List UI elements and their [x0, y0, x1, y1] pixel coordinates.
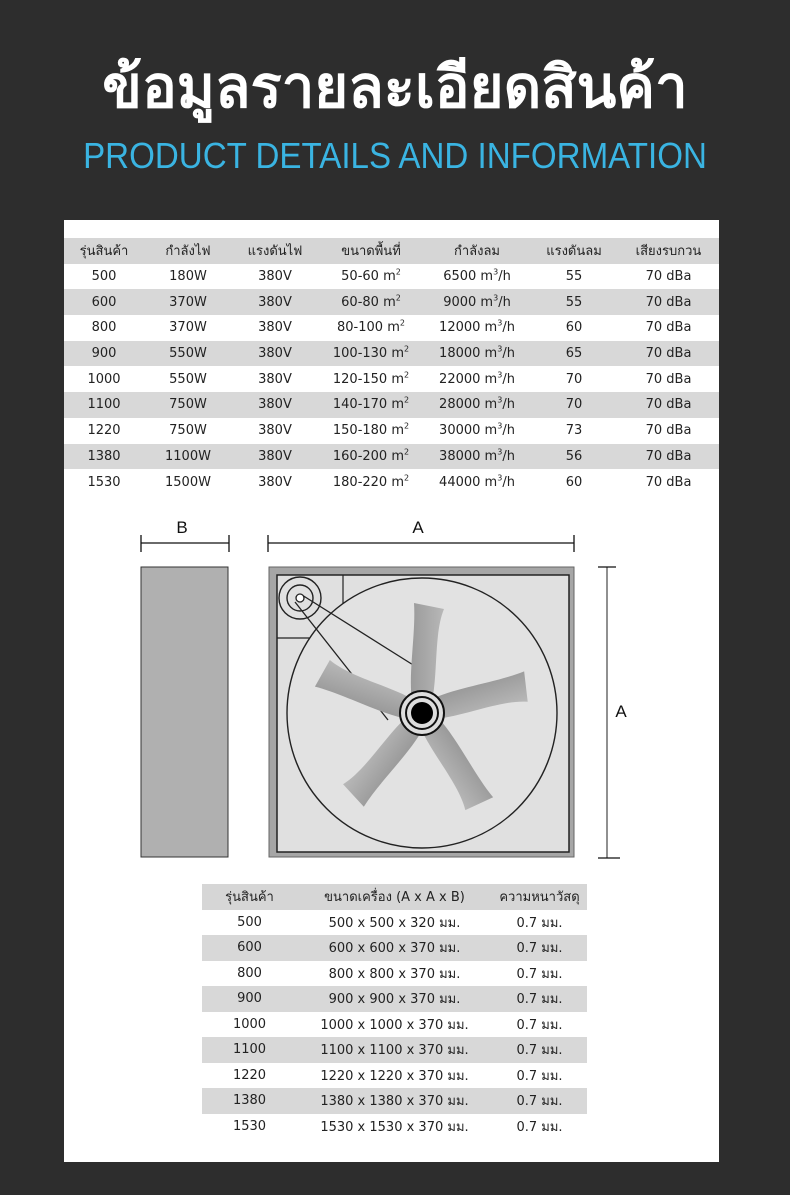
cell-power: 370W: [169, 320, 207, 336]
header-model: รุ่นสินค้า: [79, 244, 129, 260]
label-a-width: A: [412, 518, 424, 537]
cell-noise: 70 dBa: [645, 397, 692, 413]
airflow-value: 18000: [439, 346, 481, 362]
area-exponent: 2: [404, 370, 410, 380]
header-model: รุ่นสินค้า: [225, 890, 274, 906]
cell-air-pressure: 55: [565, 294, 583, 310]
airflow-exponent: 3: [497, 447, 503, 457]
cell-power: 550W: [169, 346, 207, 362]
airflow-unit: m: [480, 269, 494, 285]
dimension-b: [141, 518, 229, 552]
cell-area: [318, 341, 424, 367]
cell-noise: 70 dBa: [645, 320, 692, 336]
dimension-table-row: [202, 1012, 587, 1038]
cell-power: 1100W: [165, 448, 211, 464]
dimension-table-row: [202, 1037, 587, 1063]
airflow-unit: m: [484, 448, 498, 464]
header-voltage: แรงดันไฟ: [247, 244, 303, 260]
airflow-exponent: 3: [497, 473, 503, 483]
cell-airflow: [424, 341, 530, 367]
cell-air-pressure: 56: [565, 448, 583, 464]
dimension-table-row: [202, 935, 587, 961]
cell-model: 1380: [87, 448, 121, 464]
area-value: 180-220: [332, 474, 388, 490]
cell-noise: 70 dBa: [645, 371, 692, 387]
cell-power: 1500W: [165, 474, 211, 490]
cell-material-thickness: 0.7 มม.: [516, 941, 563, 957]
cell-noise: 70 dBa: [645, 474, 692, 490]
cell-model: 1530: [87, 474, 121, 490]
dimension-table-row: [202, 1063, 587, 1089]
cell-model: 900: [237, 991, 262, 1007]
cell-area: [318, 315, 424, 341]
cell-machine-size: 1530 x 1530 x 370 มม.: [320, 1119, 469, 1135]
area-value: 100-130: [332, 346, 388, 362]
area-value: 150-180: [332, 423, 388, 439]
spec-table-row: [64, 341, 719, 367]
cell-model: 800: [237, 965, 262, 981]
airflow-value: 12000: [439, 320, 481, 336]
cell-material-thickness: 0.7 มม.: [516, 1119, 563, 1135]
area-exponent: 2: [404, 421, 410, 431]
cell-area: [318, 469, 424, 495]
cell-airflow: [424, 315, 530, 341]
cell-airflow: [424, 392, 530, 418]
cell-material-thickness: 0.7 มม.: [516, 1068, 563, 1084]
airflow-exponent: 3: [497, 344, 503, 354]
airflow-unit-suffix: /h: [502, 397, 515, 413]
cell-voltage: 380V: [258, 346, 292, 362]
area-unit: m: [391, 346, 405, 362]
area-value: 80-100: [337, 320, 384, 336]
cell-material-thickness: 0.7 มม.: [516, 915, 563, 931]
cell-airflow: [424, 418, 530, 444]
cell-model: 600: [91, 294, 117, 310]
header-machine-size: ขนาดเครื่อง (A x A x B): [324, 890, 465, 906]
cell-material-thickness: 0.7 มม.: [516, 1043, 563, 1059]
cell-material-thickness: 0.7 มม.: [516, 1094, 563, 1110]
cell-voltage: 380V: [258, 474, 292, 490]
cell-machine-size: 900 x 900 x 370 มม.: [328, 992, 461, 1008]
spec-table-row: [64, 392, 719, 418]
dimension-table-row: [202, 986, 587, 1012]
cell-airflow: [424, 444, 530, 470]
cell-machine-size: 1220 x 1220 x 370 มม.: [320, 1068, 469, 1084]
cell-noise: 70 dBa: [645, 269, 692, 285]
airflow-exponent: 3: [493, 293, 499, 303]
dimension-table: [202, 884, 587, 1139]
airflow-value: 6500: [443, 269, 477, 285]
cell-material-thickness: 0.7 มม.: [516, 992, 563, 1008]
cell-voltage: 380V: [258, 320, 292, 336]
cell-model: 1220: [232, 1067, 267, 1083]
cell-airflow: [424, 469, 530, 495]
cell-area: [318, 289, 424, 315]
airflow-exponent: 3: [497, 370, 503, 380]
cell-model: 500: [91, 269, 117, 285]
cell-air-pressure: 73: [565, 423, 583, 439]
airflow-value: 38000: [439, 448, 481, 464]
airflow-unit-suffix: /h: [498, 294, 511, 310]
airflow-unit-suffix: /h: [502, 474, 515, 490]
airflow-value: 44000: [439, 474, 481, 490]
cell-air-pressure: 65: [565, 346, 583, 362]
cell-power: 370W: [169, 294, 207, 310]
cell-machine-size: 1100 x 1100 x 370 มม.: [320, 1043, 469, 1059]
header-material-thickness: ความหนาวัสดุ: [499, 890, 580, 906]
spec-table-row: [64, 469, 719, 495]
area-exponent: 2: [404, 473, 410, 483]
fan-side-view: [141, 567, 228, 857]
cell-voltage: 380V: [258, 448, 292, 464]
fan-front-view: [269, 567, 574, 857]
cell-voltage: 380V: [258, 397, 292, 413]
cell-airflow: [424, 264, 530, 290]
cell-model: 1100: [87, 397, 121, 413]
airflow-value: 30000: [439, 423, 481, 439]
cell-model: 1380: [232, 1093, 267, 1109]
spec-table: [64, 238, 719, 495]
cell-power: 750W: [169, 397, 207, 413]
cell-area: [318, 264, 424, 290]
airflow-unit: m: [480, 294, 494, 310]
area-unit: m: [391, 371, 405, 387]
area-exponent: 2: [404, 396, 410, 406]
area-value: 140-170: [332, 397, 388, 413]
airflow-unit-suffix: /h: [498, 269, 511, 285]
cell-machine-size: 600 x 600 x 370 มม.: [328, 941, 461, 957]
header-area: ขนาดพื้นที่: [341, 244, 401, 260]
cell-air-pressure: 70: [565, 371, 583, 387]
cell-model: 1000: [232, 1016, 267, 1032]
dimension-a-height: [598, 567, 627, 858]
header-air-pressure: แรงดันลม: [546, 244, 602, 260]
airflow-exponent: 3: [497, 396, 503, 406]
airflow-unit-suffix: /h: [502, 346, 515, 362]
dimension-table-row: [202, 1088, 587, 1114]
airflow-unit-suffix: /h: [502, 423, 515, 439]
header-power: กำลังไฟ: [165, 244, 211, 260]
area-unit: m: [391, 397, 405, 413]
cell-machine-size: 1380 x 1380 x 370 มม.: [320, 1094, 469, 1110]
airflow-unit-suffix: /h: [502, 371, 515, 387]
area-value: 60-80: [341, 294, 379, 310]
cell-machine-size: 1000 x 1000 x 370 มม.: [320, 1017, 469, 1033]
area-unit: m: [383, 294, 396, 310]
cell-voltage: 380V: [258, 371, 292, 387]
area-value: 50-60: [341, 269, 379, 285]
spec-table-row: [64, 289, 719, 315]
cell-noise: 70 dBa: [645, 294, 692, 310]
cell-model: 500: [237, 914, 262, 930]
cell-model: 1530: [232, 1118, 267, 1134]
area-value: 120-150: [332, 371, 388, 387]
airflow-unit: m: [484, 474, 498, 490]
cell-model: 600: [237, 940, 262, 956]
cell-machine-size: 800 x 800 x 370 มม.: [328, 966, 461, 982]
airflow-unit: m: [484, 397, 498, 413]
cell-area: [318, 366, 424, 392]
airflow-value: 9000: [443, 294, 477, 310]
product-details-panel: [64, 220, 719, 1162]
dimension-a-width: [268, 518, 574, 552]
area-value: 160-200: [332, 448, 388, 464]
cell-airflow: [424, 289, 530, 315]
cell-air-pressure: 70: [565, 397, 583, 413]
cell-power: 750W: [169, 423, 207, 439]
airflow-unit: m: [484, 371, 498, 387]
header-noise: เสียงรบกวน: [635, 244, 702, 260]
area-unit: m: [383, 269, 396, 285]
cell-area: [318, 392, 424, 418]
label-a-height: A: [615, 702, 627, 721]
area-unit: m: [391, 474, 405, 490]
airflow-unit: m: [484, 346, 498, 362]
cell-power: 180W: [169, 269, 207, 285]
area-unit: m: [391, 423, 405, 439]
cell-model: 1000: [87, 371, 121, 387]
airflow-exponent: 3: [497, 421, 503, 431]
cell-power: 550W: [169, 371, 207, 387]
airflow-unit-suffix: /h: [502, 320, 515, 336]
area-unit: m: [391, 448, 405, 464]
area-exponent: 2: [399, 319, 405, 329]
dimension-table-row: [202, 961, 587, 987]
dimension-table-header-row: [202, 884, 587, 910]
airflow-unit: m: [484, 320, 498, 336]
spec-table-row: [64, 315, 719, 341]
cell-air-pressure: 60: [565, 474, 583, 490]
cell-material-thickness: 0.7 มม.: [516, 1017, 563, 1033]
spec-table-header-row: [64, 238, 719, 264]
area-exponent: 2: [404, 447, 410, 457]
spec-table-row: [64, 418, 719, 444]
cell-area: [318, 444, 424, 470]
cell-model: 800: [91, 320, 117, 336]
airflow-unit: m: [484, 423, 498, 439]
area-exponent: 2: [395, 267, 401, 277]
cell-noise: 70 dBa: [645, 448, 692, 464]
cell-voltage: 380V: [258, 269, 292, 285]
cell-noise: 70 dBa: [645, 423, 692, 439]
airflow-exponent: 3: [493, 267, 499, 277]
airflow-unit-suffix: /h: [502, 448, 515, 464]
cell-model: 1100: [232, 1042, 267, 1058]
cell-air-pressure: 60: [565, 320, 583, 336]
cell-model: 900: [91, 346, 117, 362]
dimension-table-row: [202, 910, 587, 936]
cell-voltage: 380V: [258, 294, 292, 310]
area-exponent: 2: [404, 344, 410, 354]
spec-table-row: [64, 444, 719, 470]
page-title-thai: ข้อมูลรายละเอียดสินค้า: [102, 53, 688, 121]
cell-noise: 70 dBa: [645, 346, 692, 362]
area-exponent: 2: [395, 293, 401, 303]
page-title-english: PRODUCT DETAILS AND INFORMATION: [83, 135, 707, 176]
header-airflow: กำลังลม: [453, 244, 501, 260]
airflow-value: 22000: [439, 371, 481, 387]
dimension-table-row: [202, 1114, 587, 1140]
cell-material-thickness: 0.7 มม.: [516, 966, 563, 982]
airflow-exponent: 3: [497, 319, 503, 329]
cell-voltage: 380V: [258, 423, 292, 439]
spec-table-row: [64, 366, 719, 392]
cell-airflow: [424, 366, 530, 392]
cell-machine-size: 500 x 500 x 320 มม.: [328, 915, 461, 931]
area-unit: m: [387, 320, 400, 336]
cell-air-pressure: 55: [565, 269, 583, 285]
spec-table-row: [64, 264, 719, 290]
cell-model: 1220: [87, 423, 121, 439]
fan-dimension-diagram: [124, 510, 684, 870]
airflow-value: 28000: [439, 397, 481, 413]
label-b: B: [176, 518, 188, 537]
cell-area: [318, 418, 424, 444]
